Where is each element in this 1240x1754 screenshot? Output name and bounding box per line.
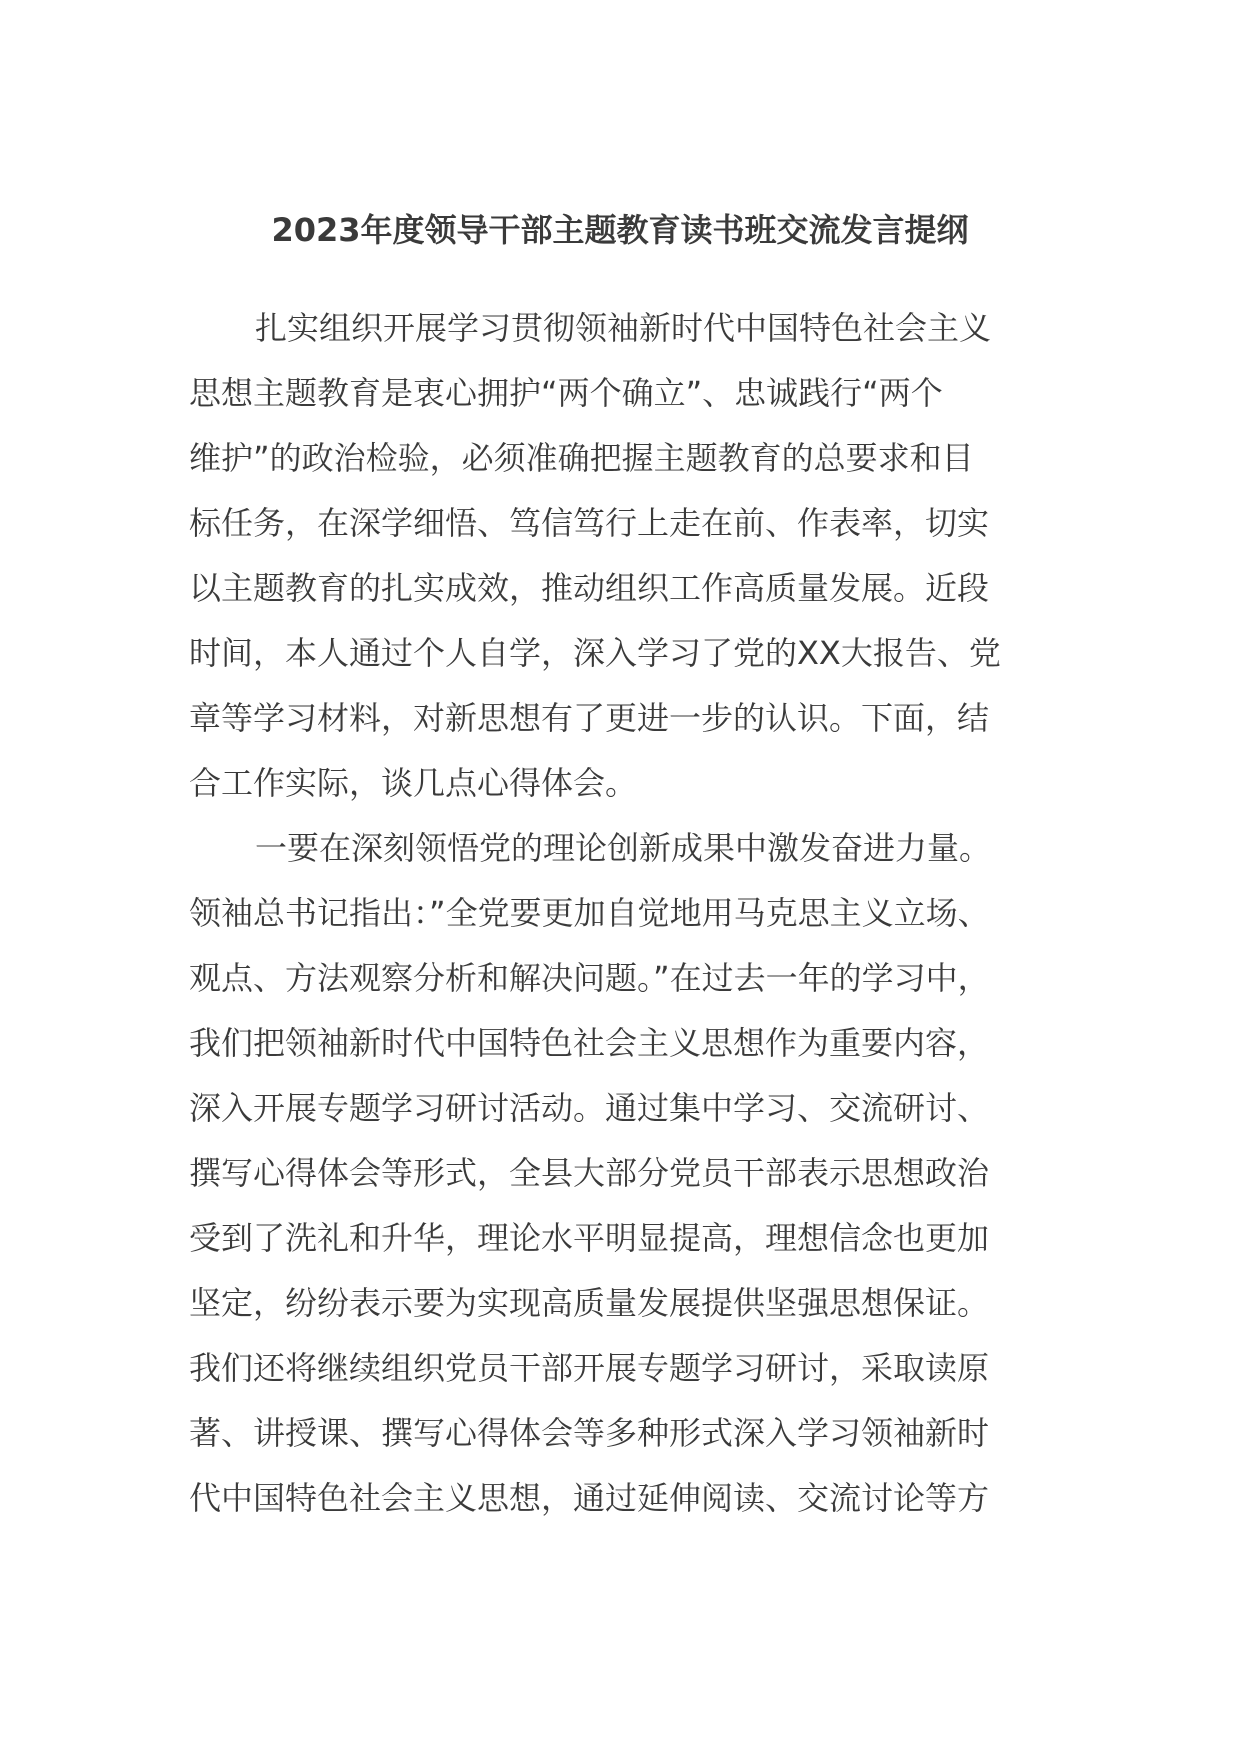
paragraph-line: 一要在深刻领悟党的理论创新成果中激发奋进力量。 xyxy=(255,829,992,867)
document-title: 2023年度领导干部主题教育读书班交流发言提纲 xyxy=(271,211,969,249)
paragraph-line: 观点、方法观察分析和解决问题。”在过去一年的学习中， xyxy=(189,959,990,997)
paragraph-line: 受到了洗礼和升华，理论水平明显提高，理想信念也更加 xyxy=(189,1219,990,1257)
paragraph-line: 标任务，在深学细悟、笃信笃行上走在前、作表率，切实 xyxy=(189,504,990,542)
paragraph-line: 扎实组织开展学习贯彻领袖新时代中国特色社会主义 xyxy=(255,309,992,347)
paragraph-line: 领袖总书记指出：”全党要更加自觉地用马克思主义立场、 xyxy=(189,894,990,932)
paragraph-intro xyxy=(189,296,1069,816)
paragraph-line: 坚定，纷纷表示要为实现高质量发展提供坚强思想保证。 xyxy=(189,1284,990,1322)
paragraph-line: 维护”的政治检验，必须准确把握主题教育的总要求和目 xyxy=(189,439,974,477)
document-body xyxy=(189,296,1069,1531)
paragraph-line: 著、讲授课、撰写心得体会等多种形式深入学习领袖新时 xyxy=(189,1414,990,1452)
paragraph-line: 撰写心得体会等形式，全县大部分党员干部表示思想政治 xyxy=(189,1154,990,1192)
paragraph-line: 代中国特色社会主义思想，通过延伸阅读、交流讨论等方 xyxy=(189,1479,990,1517)
paragraph-line: 我们还将继续组织党员干部开展专题学习研讨，采取读原 xyxy=(189,1349,990,1387)
paragraph-line: 深入开展专题学习研讨活动。通过集中学习、交流研讨、 xyxy=(189,1089,990,1127)
paragraph-line: 时间，本人通过个人自学，深入学习了党的XX大报告、党 xyxy=(189,634,1001,672)
paragraph-line: 章等学习材料，对新思想有了更进一步的认识。下面，结 xyxy=(189,699,990,737)
paragraph-line: 思想主题教育是衷心拥护“两个确立”、忠诚践行“两个 xyxy=(189,374,943,412)
paragraph-line: 以主题教育的扎实成效，推动组织工作高质量发展。近段 xyxy=(189,569,990,607)
paragraph-line: 我们把领袖新时代中国特色社会主义思想作为重要内容， xyxy=(189,1024,990,1062)
paragraph-point-one xyxy=(189,816,1069,1531)
paragraph-line: 合工作实际，谈几点心得体会。 xyxy=(189,764,638,802)
